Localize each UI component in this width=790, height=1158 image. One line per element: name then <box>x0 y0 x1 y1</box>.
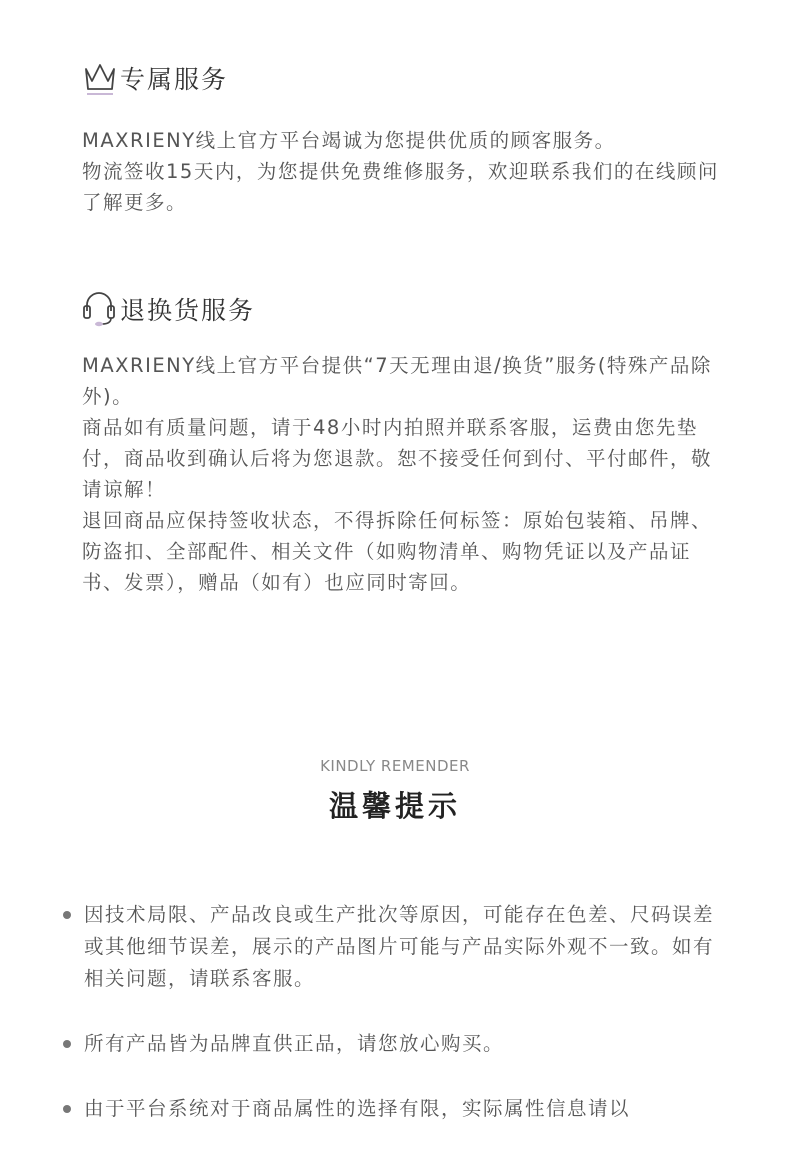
reminder-subtitle: KINDLY REMENDER <box>320 757 470 775</box>
crown-icon <box>82 58 120 98</box>
exclusive-service-header <box>82 58 722 98</box>
reminder-title: 温馨提示 <box>328 789 461 823</box>
reminder-list <box>60 899 720 1158</box>
paragraph: MAXRIENY线上官方平台竭诚为您提供优质的顾客服务。 <box>82 129 616 152</box>
return-service-title: 退换货服务 <box>120 296 256 325</box>
bullet-dot-icon <box>63 1105 71 1113</box>
bullet-dot-icon <box>63 1040 71 1048</box>
exclusive-service-text <box>82 125 722 218</box>
list-item <box>60 899 720 995</box>
exclusive-service-title: 专属服务 <box>120 65 229 94</box>
list-item-text: 所有产品皆为品牌直供正品，请您放心购买。 <box>84 1032 505 1055</box>
list-item-text: 因技术局限、产品改良或生产批次等原因，可能存在色差、尺码误差或其他细节误差，展示的产品图片可能与产品实际外观不一致。如有相关问题，请联系客服。 <box>84 903 715 990</box>
list-item <box>60 1093 720 1125</box>
exclusive-service-section <box>82 58 722 218</box>
headset-icon <box>82 289 120 329</box>
paragraph: 退回商品应保持签收状态，不得拆除任何标签：原始包装箱、吊牌、防盗扣、全部配件、相关文件（如购物清单、购物凭证以及产品证书、发票），赠品（如有）也应同时寄回。 <box>82 509 713 594</box>
bullet-dot-icon <box>63 911 71 919</box>
list-item-text: 由于平台系统对于商品属性的选择有限，实际属性信息请以 <box>84 1097 631 1120</box>
list-item <box>60 1028 720 1060</box>
return-service-section <box>82 289 722 598</box>
paragraph: MAXRIENY线上官方平台提供“7天无理由退/换货”服务(特殊产品除外)。 <box>82 354 712 408</box>
return-service-text <box>82 350 722 598</box>
paragraph: 物流签收15天内，为您提供免费维修服务，欢迎联系我们的在线顾问了解更多。 <box>82 160 719 214</box>
paragraph: 商品如有质量问题，请于48小时内拍照并联系客服，运费由您先垫付，商品收到确认后将为您退款。恕不接受任何到付、平付邮件，敬请谅解！ <box>82 416 713 501</box>
return-service-header <box>82 289 722 329</box>
